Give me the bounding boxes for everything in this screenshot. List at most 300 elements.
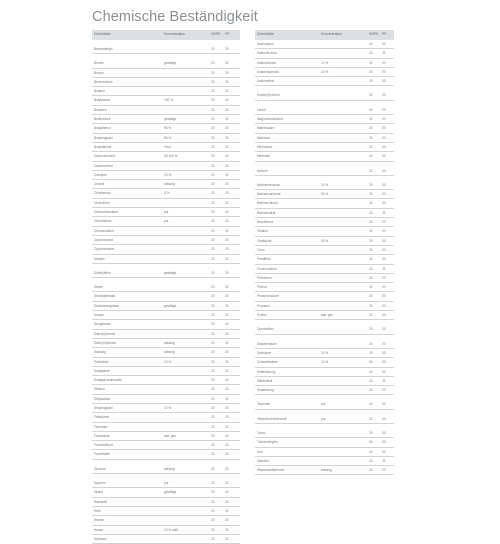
cell-pp: 20	[225, 303, 229, 308]
table-row	[255, 68, 394, 77]
table-row	[92, 330, 240, 339]
cell-chemical: Ethylacetat	[94, 396, 110, 401]
cell-hdpe: 20	[369, 313, 373, 318]
cell-hdpe: 20	[211, 368, 215, 373]
cell-chemical: Kaliumchlorid	[257, 60, 277, 65]
table-row	[255, 49, 394, 58]
cell-pp: 20	[382, 182, 386, 187]
cell-pp: 20	[382, 238, 386, 243]
cell-hdpe: 20	[369, 60, 373, 65]
cell-hdpe: 20	[369, 107, 373, 112]
cell-hdpe: 20	[369, 93, 373, 98]
cell-chemical: Maleinsäure	[257, 126, 275, 131]
table-row	[255, 77, 394, 86]
cell-hdpe: 20	[211, 79, 215, 84]
cell-hdpe: 20	[369, 79, 373, 84]
table-row	[255, 368, 394, 377]
cell-chemical: Natriumbenzoat	[257, 182, 280, 187]
cell-chemical: Entwickler	[94, 359, 109, 364]
table-row	[92, 479, 240, 488]
cell-chemical: Diäthyläther	[94, 270, 112, 275]
cell-pp: 20	[382, 360, 386, 365]
cell-chemical: Nitrobenzol	[257, 220, 274, 225]
cell-concentration: wässrig	[164, 350, 175, 355]
cell-concentration: pur	[164, 219, 169, 224]
cell-concentration: gesättigt	[164, 61, 177, 66]
cell-pp: 20	[382, 257, 386, 262]
cell-hdpe: 20	[211, 424, 215, 429]
cell-hdpe: 20	[211, 490, 215, 495]
cell-chemical: Chromsäure	[94, 219, 112, 224]
cell-chemical: Mineralöl	[257, 154, 270, 159]
cell-concentration: 10 %	[321, 360, 329, 365]
table-row	[92, 498, 240, 507]
cell-hdpe: 20	[211, 270, 215, 275]
cell-hdpe: 20	[211, 499, 215, 504]
cell-concentration: 10 %	[321, 182, 329, 187]
table-row	[92, 526, 240, 535]
cell-chemical: Benzoesäure	[94, 79, 113, 84]
table-row	[92, 78, 240, 87]
cell-chemical: Chloroform	[94, 200, 110, 205]
table-row	[92, 96, 240, 105]
cell-chemical: Propanol	[257, 303, 270, 308]
cell-pp: 20	[225, 117, 229, 122]
cell-concentration: 90 %	[321, 192, 329, 197]
cell-pp: 20	[225, 387, 229, 392]
cell-hdpe: 20	[211, 89, 215, 94]
cell-chemical: Glucose	[94, 466, 106, 471]
cell-hdpe: 20	[369, 182, 373, 187]
table-row	[92, 385, 240, 394]
cell-pp: 20	[225, 405, 229, 410]
cell-hdpe: 20	[369, 144, 373, 149]
cell-hdpe: 20	[369, 135, 373, 140]
cell-hdpe: 20	[211, 433, 215, 438]
cell-concentration: 10 %	[321, 69, 329, 74]
cell-hdpe: 20	[369, 42, 373, 46]
table-row	[255, 237, 394, 246]
cell-pp: 20	[382, 210, 386, 215]
cell-chemical: Formaldehyd	[94, 443, 113, 448]
cell-chemical: Seifenlösung	[257, 369, 276, 374]
cell-pp: 20	[225, 237, 229, 242]
cell-pp: 20	[382, 135, 386, 140]
cell-pp: 20	[225, 368, 229, 373]
table-row	[255, 274, 394, 283]
cell-pp: 20	[382, 79, 386, 84]
table-row	[92, 87, 240, 96]
cell-pp: 20	[225, 499, 229, 504]
table-row	[255, 358, 394, 367]
cell-hdpe: 20	[369, 369, 373, 374]
cell-concentration: wässrig	[164, 466, 175, 471]
cell-chemical: Motoröl	[257, 168, 268, 173]
header-concentration: Konzentration	[321, 32, 342, 36]
cell-pp: 20	[225, 331, 229, 336]
cell-pp: 20	[382, 192, 386, 197]
cell-chemical: Butylacetat	[94, 98, 110, 103]
cell-hdpe: 20	[369, 458, 373, 463]
cell-hdpe: 20	[369, 266, 373, 271]
cell-chemical: Essigsäure	[94, 368, 110, 373]
cell-pp: 20	[225, 518, 229, 523]
cell-hdpe: 20	[211, 117, 215, 122]
cell-hdpe: 20	[369, 294, 373, 299]
cell-hdpe: 20	[211, 527, 215, 532]
table-row	[92, 199, 240, 208]
cell-hdpe: 20	[211, 378, 215, 383]
cell-pp: 20	[225, 443, 229, 448]
table-header	[255, 30, 394, 40]
table-row	[255, 438, 394, 447]
table-row	[92, 245, 240, 254]
cell-pp: 20	[225, 107, 229, 112]
right-table	[255, 30, 394, 475]
cell-pp: 20	[225, 359, 229, 364]
cell-pp: 20	[225, 89, 229, 94]
table-row	[92, 423, 240, 432]
cell-hdpe: 20	[369, 201, 373, 206]
cell-chemical: Citronensäure	[94, 228, 115, 233]
table-row	[92, 441, 240, 450]
table-row	[255, 265, 394, 274]
cell-pp: 20	[225, 172, 229, 177]
cell-chemical: Kaliumnitrat	[257, 79, 274, 84]
table-row	[92, 302, 240, 311]
cell-pp: 20	[382, 285, 386, 290]
cell-pp: 20	[225, 163, 229, 168]
cell-chemical: Butadien	[94, 107, 107, 112]
table-row	[92, 465, 240, 474]
cell-pp: 20	[382, 416, 386, 421]
cell-pp: 20	[382, 117, 386, 122]
cell-pp: 20	[225, 247, 229, 252]
cell-pp: 20	[382, 144, 386, 149]
cell-chemical: Benzaldehyd	[94, 47, 113, 51]
cell-chemical: Trichlorethylen	[257, 440, 278, 445]
cell-hdpe: 20	[369, 69, 373, 74]
cell-hdpe: 20	[369, 430, 373, 435]
cell-hdpe: 20	[211, 359, 215, 364]
cell-pp: 20	[382, 468, 386, 473]
cell-hdpe: 20	[211, 350, 215, 355]
cell-hdpe: 20	[211, 47, 215, 51]
cell-chemical: Isopropanol	[257, 42, 274, 46]
cell-chemical: Hydrazin	[94, 536, 107, 541]
cell-pp: 20	[225, 396, 229, 401]
table-row	[92, 395, 240, 404]
cell-pp: 20	[382, 220, 386, 225]
cell-hdpe: 20	[369, 275, 373, 280]
cell-hdpe: 20	[211, 163, 215, 168]
cell-chemical: Vaseline	[257, 458, 269, 463]
cell-pp: 20	[382, 42, 386, 46]
table-row	[255, 457, 394, 466]
cell-chemical: Salpetersäure	[257, 341, 277, 346]
cell-pp: 20	[225, 433, 229, 438]
cell-chemical: Benzin	[94, 61, 104, 66]
table-row	[255, 429, 394, 438]
cell-chemical: Cyclohexanon	[94, 247, 115, 252]
table-row	[255, 124, 394, 133]
cell-concentration: kalt. ges.	[164, 433, 177, 438]
table-row	[92, 348, 240, 357]
cell-hdpe: 20	[369, 154, 373, 159]
cell-hdpe: 20	[211, 303, 215, 308]
cell-hdpe: 20	[369, 229, 373, 234]
table-row	[92, 59, 240, 68]
cell-hdpe: 20	[211, 518, 215, 523]
table-row	[92, 283, 240, 292]
cell-chemical: Dioxan	[94, 313, 104, 318]
cell-hdpe: 20	[369, 388, 373, 393]
cell-chemical: Buttersäure	[94, 117, 111, 122]
cell-pp: 20	[225, 350, 229, 355]
cell-pp: 20	[382, 440, 386, 445]
cell-pp: 20	[225, 285, 229, 290]
cell-pp: 20	[382, 69, 386, 74]
cell-pp: 20	[225, 200, 229, 205]
table-row	[255, 448, 394, 457]
table-row	[92, 311, 240, 320]
cell-hdpe: 20	[211, 154, 215, 159]
cell-hdpe: 20	[211, 200, 215, 205]
cell-chemical: Toluol	[257, 430, 266, 435]
cell-hdpe: 20	[211, 107, 215, 112]
cell-hdpe: 20	[211, 508, 215, 513]
cell-chemical: Paraffinöl	[257, 257, 271, 262]
table-row	[255, 134, 394, 143]
cell-chemical: Chlorsulfonsäure	[94, 210, 119, 215]
cell-pp: 20	[382, 350, 386, 355]
table-row	[92, 413, 240, 422]
cell-chemical: Natriumchlorid	[257, 201, 278, 206]
cell-hdpe: 20	[211, 256, 215, 261]
cell-pp: 20	[382, 458, 386, 463]
cell-hdpe: 20	[211, 144, 215, 149]
cell-chemical: Kaliumbromid	[257, 51, 277, 56]
cell-hdpe: 20	[211, 219, 215, 224]
cell-hdpe: 20	[211, 237, 215, 242]
cell-pp: 20	[225, 70, 229, 75]
cell-hdpe: 20	[211, 228, 215, 233]
table-row	[255, 115, 394, 124]
cell-pp: 20	[225, 452, 229, 457]
cell-pp: 20	[225, 228, 229, 233]
cell-chemical: Schwefelsäure	[257, 360, 278, 365]
cell-hdpe: 20	[211, 452, 215, 457]
cell-concentration: 40-100 %	[164, 154, 178, 159]
cell-chemical: Cyclohexanol	[94, 237, 114, 242]
cell-hdpe: 20	[369, 238, 373, 243]
table-row	[92, 208, 240, 217]
cell-pp: 20	[382, 51, 386, 56]
cell-chemical: Harnstoff	[94, 499, 107, 504]
cell-pp: 20	[382, 303, 386, 308]
cell-concentration: 10 %	[321, 60, 329, 65]
cell-pp: 20	[382, 154, 386, 159]
table-row	[255, 40, 394, 49]
table-row	[255, 246, 394, 255]
cell-chemical: Butylenglykol	[94, 135, 113, 140]
table-row	[92, 236, 240, 245]
table-row	[255, 59, 394, 68]
cell-concentration: pur	[321, 402, 326, 407]
header-chemical: Chemikalie	[94, 32, 111, 36]
cell-hdpe: 20	[211, 210, 215, 215]
cell-pp: 20	[382, 93, 386, 98]
cell-pp: 20	[225, 481, 229, 486]
cell-pp: 20	[382, 449, 386, 454]
table-row	[92, 189, 240, 198]
table-row	[255, 218, 394, 227]
cell-hdpe: 20	[211, 98, 215, 103]
cell-concentration: 10 % wäß.	[164, 527, 180, 532]
table-row	[255, 386, 394, 395]
table-row	[92, 320, 240, 329]
cell-chemical: Fruchtsäfte	[94, 452, 110, 457]
table-row	[255, 325, 394, 334]
cell-pp: 20	[382, 126, 386, 131]
cell-chemical: Glykol	[94, 490, 103, 495]
cell-hdpe: 20	[369, 126, 373, 131]
table-row	[255, 415, 394, 424]
cell-concentration: 5 %	[164, 191, 170, 196]
cell-pp: 20	[225, 270, 229, 275]
cell-chemical: Ozon	[257, 247, 265, 252]
cell-pp: 20	[382, 341, 386, 346]
cell-pp: 20	[225, 219, 229, 224]
cell-chemical: Sodalösung	[257, 388, 274, 393]
cell-hdpe: 20	[369, 117, 373, 122]
table-row	[255, 167, 394, 176]
cell-chemical: Natriumcarbonat	[257, 192, 281, 197]
cell-chemical: Eisen(II)chlorid	[94, 331, 116, 336]
cell-chemical: Flusssäure	[94, 433, 110, 438]
page-title: Chemische Beständigkeit	[92, 9, 258, 25]
cell-chemical: Leinöl	[257, 107, 266, 112]
table-row	[255, 349, 394, 358]
cell-chemical: Methanol	[257, 135, 271, 140]
table-row	[92, 152, 240, 161]
header-hdpe: HDPE	[369, 32, 379, 36]
cell-chemical: Essigsäureanhydrid	[94, 378, 122, 383]
table-row	[92, 217, 240, 226]
table-row	[255, 181, 394, 190]
table-row	[255, 377, 394, 386]
cell-pp: 20	[225, 424, 229, 429]
cell-chemical: Calciumchlorid	[94, 154, 115, 159]
cell-pp: 20	[225, 294, 229, 299]
header-pp: PP	[225, 32, 230, 36]
cell-pp: 20	[382, 327, 386, 332]
cell-hdpe: 20	[211, 285, 215, 290]
cell-chemical: Hexan	[94, 527, 104, 532]
cell-pp: 20	[225, 256, 229, 261]
cell-hdpe: 20	[369, 440, 373, 445]
cell-concentration: 40 %	[321, 238, 329, 243]
cell-hdpe: 20	[211, 247, 215, 252]
cell-chemical: Terpentin	[257, 402, 271, 407]
cell-pp: 20	[382, 168, 386, 173]
cell-concentration: gesättigt	[164, 303, 177, 308]
header-pp: PP	[382, 32, 387, 36]
cell-hdpe: 20	[369, 257, 373, 262]
cell-hdpe: 20	[369, 378, 373, 383]
table-row	[92, 450, 240, 459]
cell-chemical: Dekalin	[94, 256, 105, 261]
table-row	[92, 358, 240, 367]
cell-hdpe: 20	[369, 168, 373, 173]
table-row	[92, 45, 240, 54]
cell-concentration: 100 %	[164, 98, 174, 103]
cell-chemical: Campher	[94, 172, 108, 177]
cell-pp: 20	[382, 107, 386, 112]
cell-concentration: pur	[164, 210, 169, 215]
cell-pp: 20	[225, 126, 229, 131]
cell-chemical: Hefe	[94, 508, 101, 513]
cell-chemical: Kupfer(II)chlorid	[257, 93, 280, 98]
cell-chemical: Magnesiumchlorid	[257, 117, 283, 122]
cell-chemical: Dibutylphthalat	[94, 294, 116, 299]
cell-chemical: Chloral	[94, 182, 105, 187]
cell-chemical: Fettsäuren	[94, 415, 110, 420]
cell-pp: 20	[382, 294, 386, 299]
cell-hdpe: 20	[211, 135, 215, 140]
cell-hdpe: 20	[369, 327, 373, 332]
cell-pp: 20	[225, 313, 229, 318]
cell-concentration: wässrig	[164, 182, 175, 187]
cell-concentration: 96 %	[164, 135, 172, 140]
table-row	[255, 283, 394, 292]
cell-pp: 20	[382, 378, 386, 383]
table-row	[255, 143, 394, 152]
cell-pp: 20	[382, 60, 386, 65]
cell-hdpe: 20	[369, 416, 373, 421]
table-row	[92, 115, 240, 124]
cell-chemical: Butanol	[94, 89, 105, 94]
cell-chemical: Wasserstoffperoxid	[257, 468, 285, 473]
cell-chemical: Diesel	[94, 285, 103, 290]
cell-hdpe: 20	[211, 415, 215, 420]
cell-chemical: Tetrachlorkohlenstoff	[257, 416, 287, 421]
table-row	[255, 466, 394, 475]
table-row	[92, 535, 240, 544]
table-row	[255, 190, 394, 199]
table-row	[255, 340, 394, 349]
cell-pp: 20	[225, 536, 229, 541]
cell-chemical: Phenol	[257, 285, 267, 290]
table-row	[92, 227, 240, 236]
cell-chemical: Glycerin	[94, 481, 106, 486]
cell-pp: 20	[225, 79, 229, 84]
cell-hdpe: 20	[211, 294, 215, 299]
cell-pp: 20	[382, 313, 386, 318]
right-table-body	[255, 40, 394, 475]
cell-hdpe: 20	[211, 313, 215, 318]
table-row	[255, 91, 394, 100]
cell-pp: 20	[225, 61, 229, 66]
cell-chemical: Urin	[257, 449, 263, 454]
cell-pp: 20	[225, 378, 229, 383]
cell-hdpe: 20	[211, 340, 215, 345]
cell-chemical: Fixiersalz	[94, 424, 108, 429]
table-row	[92, 162, 240, 171]
cell-chemical: Quecksilber	[257, 327, 274, 332]
cell-chemical: Ölsäure	[257, 229, 269, 234]
table-row	[255, 255, 394, 264]
